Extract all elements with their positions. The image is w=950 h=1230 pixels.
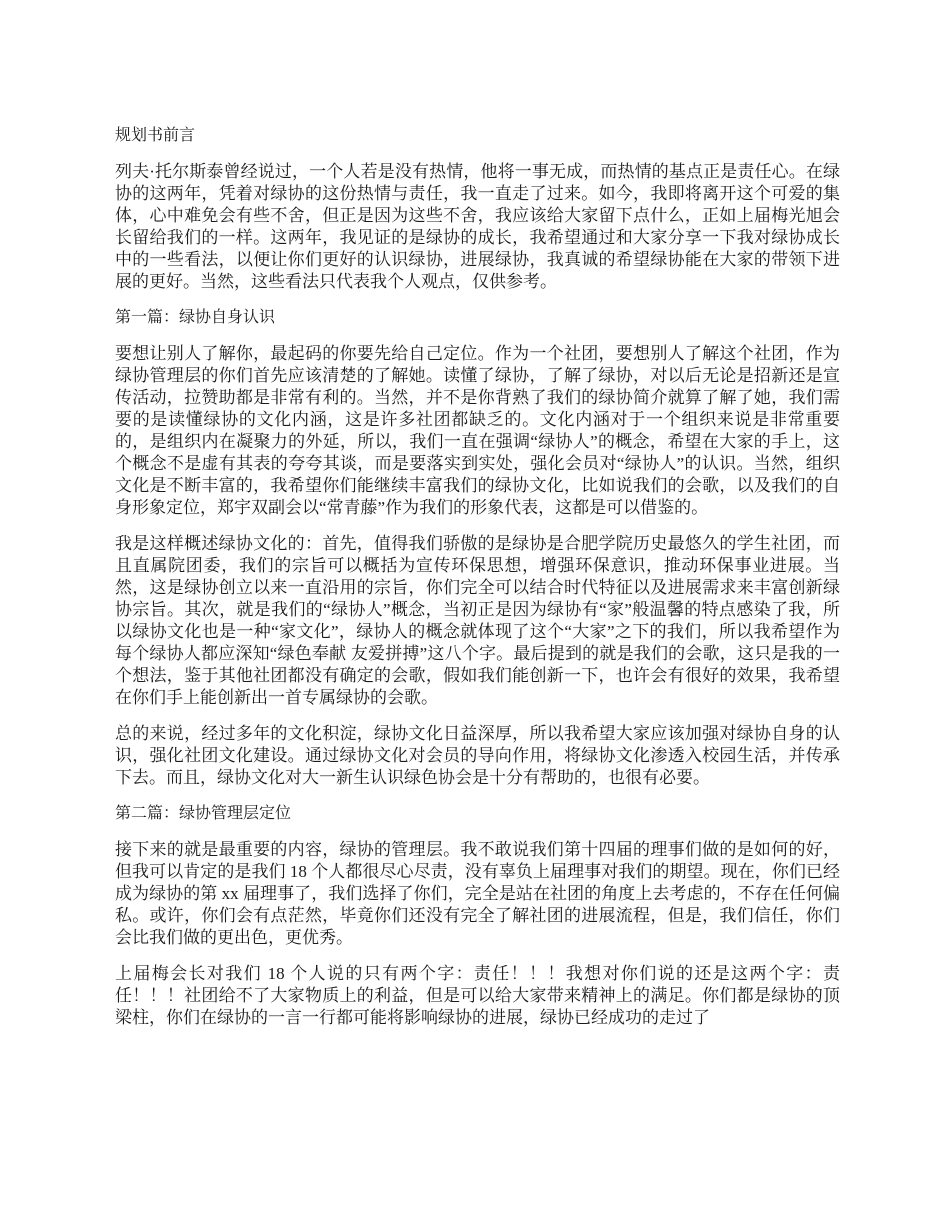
section1-paragraph-3: 总的来说，经过多年的文化积淀，绿协文化日益深厚，所以我希望大家应该加强对绿协自身的认识，强化社团文化建设。通过绿协文化对会员的导向作用，将绿协文化渗透入校园生活，并传承下去。而且，绿协文化对大一新生认识绿色协会是十分有帮助的，也很有必要。 [115, 724, 840, 787]
section1-paragraph-2: 我是这样概述绿协文化的：首先，值得我们骄傲的是绿协是合肥学院历史最悠久的学生社团，而且直属院团委，我们的宗旨可以概括为宣传环保思想，增强环保意识，推动环保事业进展。当然，这是绿协创立以来一直沿用的宗旨，你们完全可以结合时代特征以及进展需求来丰富创新绿协宗旨。其次，就是我们的“绿协人”概念，当初正是因为绿协有“家”般温馨的特点感染了我，所以绿协文化也是一种“家文化”，绿协人的概念就体现了这个“大家”之下的我们，所以我希望作为每个绿协人都应深知“绿色奉献 友爱拼搏”这八个字。最后提到的就是我们的会歌，这只是我的一个想法，鉴于其他社团都没有确定的会歌，假如我们能创新一下，也许会有很好的效果，我希望在你们手上能创新出一首专属绿协的会歌。 [115, 534, 840, 707]
intro-paragraph: 列夫·托尔斯泰曾经说过，一个人若是没有热情，他将一事无成，而热情的基点正是责任心。在绿协的这两年，凭着对绿协的这份热情与责任，我一直走了过来。如今，我即将离开这个可爱的集体，心中难免会有些不舍，但正是因为这些不舍，我应该给大家留下点什么，正如上届梅光旭会长留给我们的一样。这两年，我见证的是绿协的成长，我希望通过和大家分享一下我对绿协成长中的一些看法，以便让你们更好的认识绿协，进展绿协，我真诚的希望绿协能在大家的带领下进展的更好。当然，这些看法只代表我个人观点，仅供参考。 [115, 162, 840, 291]
section-heading-2: 第二篇：绿协管理层定位 [115, 805, 292, 822]
document-page [115, 125, 840, 1043]
section2-paragraph-1: 接下来的就是最重要的内容，绿协的管理层。我不敢说我们第十四届的理事们做的是如何的好，但我可以肯定的是我们 18 个人都很尽心尽责，没有辜负上届理事对我们的期望。现在，你们已经成为绿协的第 xx 届理事了，我们选择了你们，完全是站在社团的角度上去考虑的，不存在任何偏私。或许，你们会有点茫然，毕竟你们还没有完全了解社团的进展流程，但是，我们信任，你们会比我们做的更出色，更优秀。 [115, 840, 840, 947]
section-heading-1: 第一篇：绿协自身认识 [115, 309, 276, 326]
document-title: 规划书前言 [115, 127, 196, 144]
section2-paragraph-2: 上届梅会长对我们 18 个人说的只有两个字：责任！！！我想对你们说的还是这两个字：责任！！！社团给不了大家物质上的利益，但是可以给大家带来精神上的满足。你们都是绿协的顶梁柱，你们在绿协的一言一行都可能将影响绿协的进展，绿协已经成功的走过了 [115, 964, 840, 1027]
section1-paragraph-1: 要想让别人了解你，最起码的你要先给自己定位。作为一个社团，要想别人了解这个社团，作为绿协管理层的你们首先应该清楚的了解她。读懂了绿协，了解了绿协，对以后无论是招新还是宣传活动，拉赞助都是非常有利的。当然，并不是你背熟了我们的绿协简介就算了解了她，我们需要的是读懂绿协的文化内涵，这是许多社团都缺乏的。文化内涵对于一个组织来说是非常重要的，是组织内在凝聚力的外延，所以，我们一直在强调“绿协人”的概念，希望在大家的手上，这个概念不是虚有其表的夸夸其谈，而是要落实到实处，强化会员对“绿协人”的认识。当然，组织文化是不断丰富的，我希望你们能继续丰富我们的绿协文化，比如说我们的会歌，以及我们的自身形象定位，郑宇双副会以“常青藤”作为我们的形象代表，这都是可以借鉴的。 [115, 344, 840, 517]
